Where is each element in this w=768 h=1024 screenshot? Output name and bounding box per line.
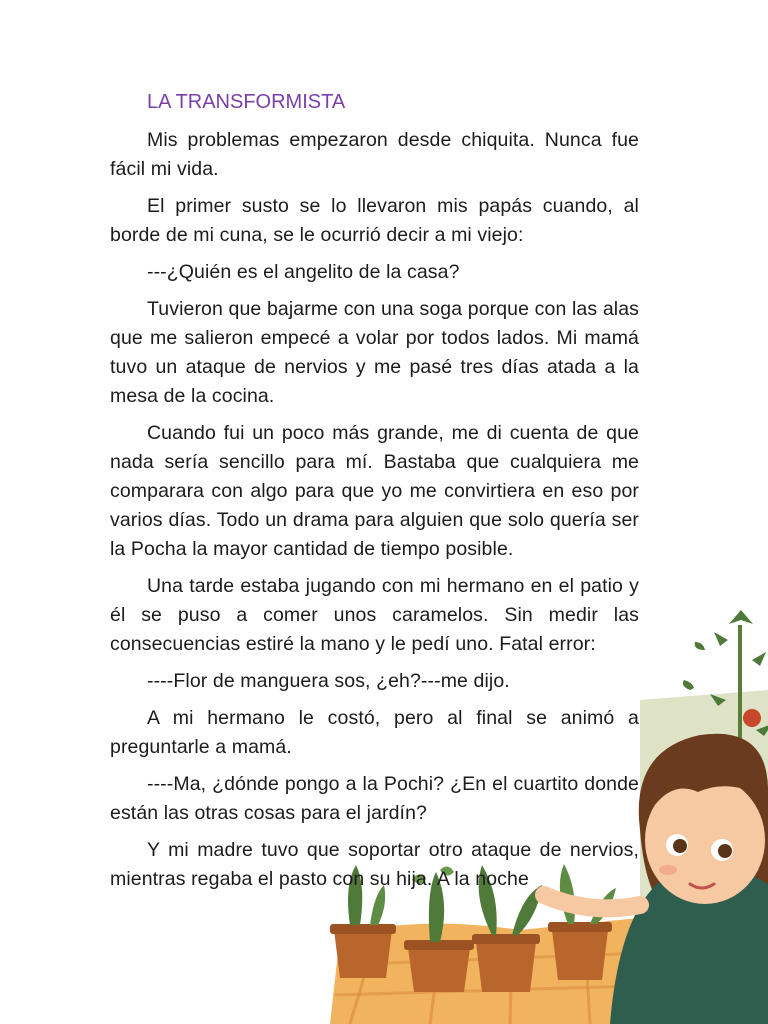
paragraph-1: Mis problemas empezaron desde chiquita. Nunca fue fácil mi vida. (110, 129, 639, 180)
paragraph-4: Tuvieron que bajarme con una soga porque con las alas que me salieron empecé a volar por todos lados. Mi mamá tuvo un ataque de nervios y me pasé tres días atada a la mesa de la cocina. (110, 298, 639, 407)
paragraph-7: ----Flor de manguera sos, ¿eh?---me dijo. (147, 670, 510, 692)
paragraph-9: ----Ma, ¿dónde pongo a la Pochi? ¿En el cuartito donde están las otras cosas para el jardín? (110, 773, 639, 824)
paragraph-5: Cuando fui un poco más grande, me di cuenta de que nada sería sencillo para mí. Bastaba que cualquiera me comparara con algo para que yo me convirtiera en eso por varios días. Todo un drama para alguien que solo quería ser la Pocha la mayor cantidad de tiempo posible. (110, 422, 639, 560)
story-title: LA TRANSFORMISTA (147, 91, 346, 113)
paragraph-2: El primer susto se lo llevaron mis papás cuando, al borde de mi cuna, se le ocurrió decir a mi viejo: (110, 195, 639, 246)
story-page (110, 84, 639, 902)
paragraph-6: Una tarde estaba jugando con mi hermano en el patio y él se puso a comer unos caramelos. Sin medir las consecuencias estiré la mano y le pedí uno. Fatal error: (110, 575, 639, 655)
paragraph-8: A mi hermano le costó, pero al final se animó a preguntarle a mamá. (110, 707, 639, 758)
paragraph-3: ---¿Quién es el angelito de la casa? (147, 261, 460, 283)
paragraph-10: Y mi madre tuvo que soportar otro ataque de nervios, mientras regaba el pasto con su hija. A la noche (110, 839, 639, 890)
